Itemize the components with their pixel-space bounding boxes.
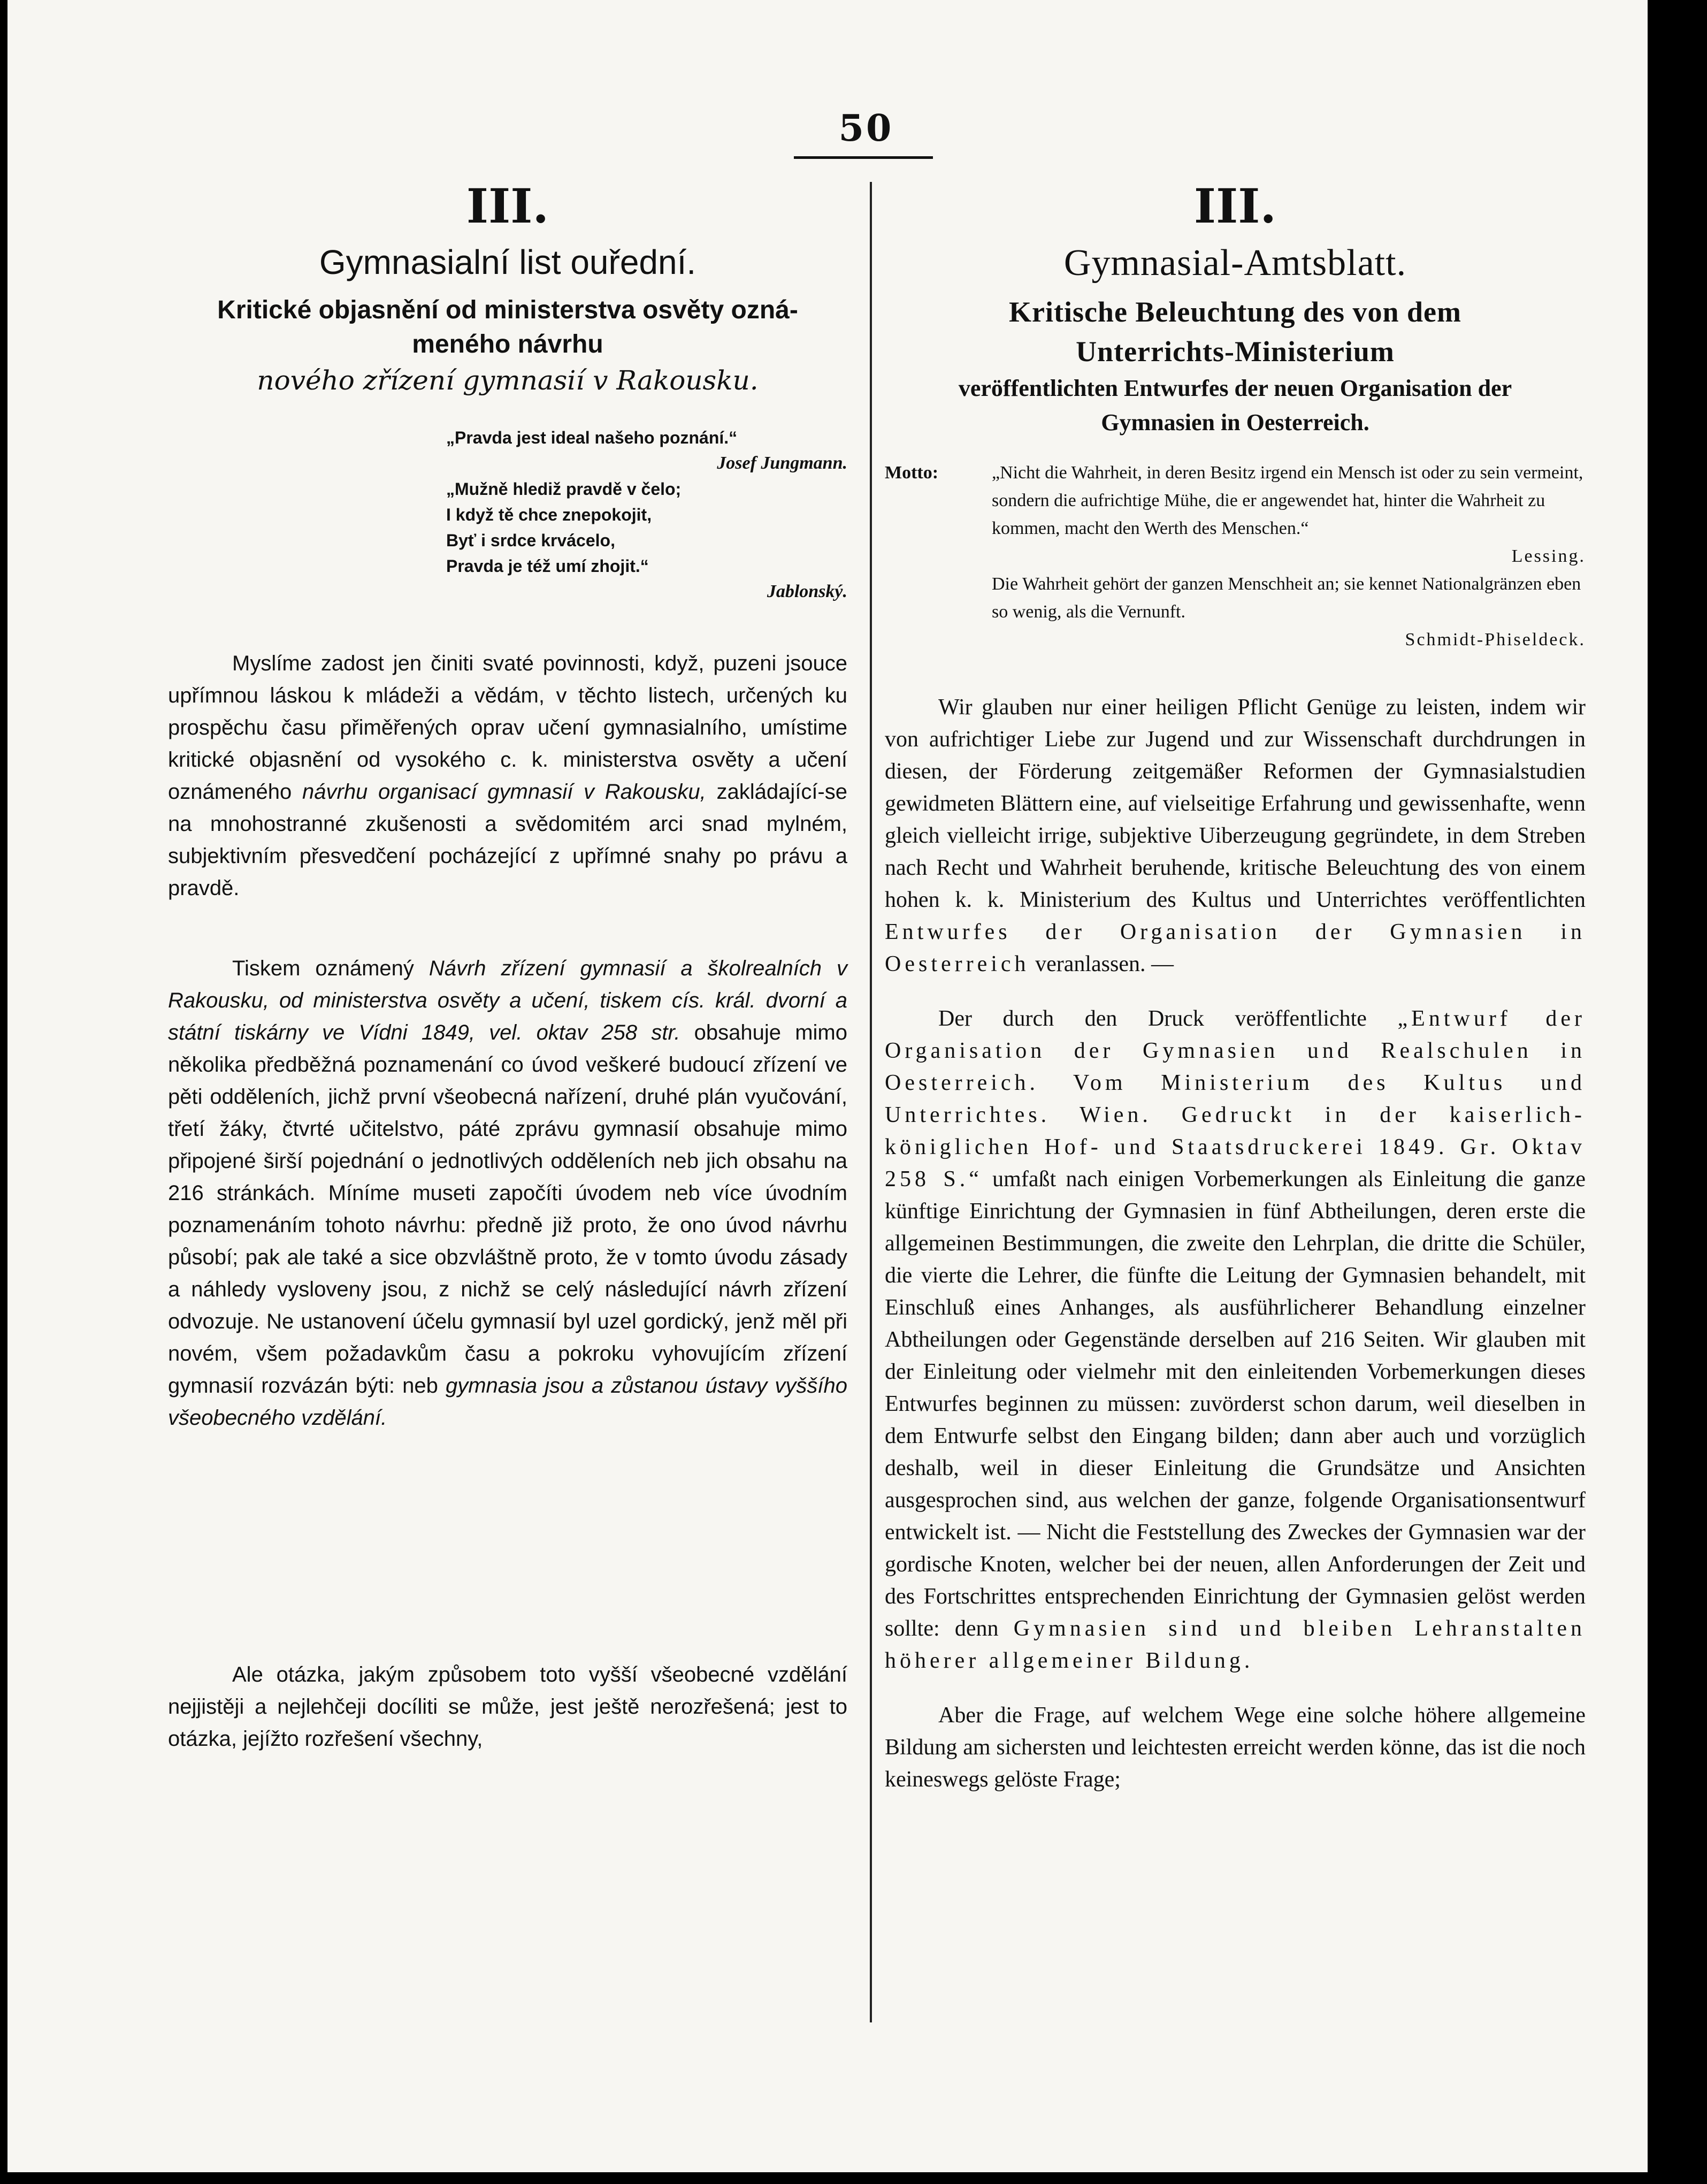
paragraph-cz-2: Tiskem oznámený Návrh zřízení gymnasií a školrealních v Rakousku, od ministerstva osvěty a učení, tiskem cís. král. dvorní a státní tiskárny ve Vídni 1849, vel. oktav 258 str. obsahuje mimo několika předběžná poznamenání co úvod veškeré budoucí zřízení ve pěti odděleních, jichž první všeobecná nařízení, druhé plán vyučování, třetí žáky, čtvrté učitelstvo, páté zprávu gymnasií obsahuje mimo připojené širší pojednání o jednotlivých odděleních neb jich obsahu na 216 stránkách. Míníme museti započíti úvodem neb více úvodním poznamenáním tohoto návrhu: předně již proto, že ono úvod návrhu působí; pak ale také a sice obzvláštně proto, že v tomto úvodu zásady a náhledy vysloveny jsou, z nichž se celý následující návrh zřízení odvozuje. Ne ustanovení účelu gymnasií byl uzel gordický, jenž měl při novém, všem požadavkům času a pokroku vyhovujícím zřízení gymnasií rozvázán býti: neb gymnasia jsou a zůstanou ústavy vyššího všeobecného vzdělání. xyxy=(168,957,847,1430)
paragraph-de-3: Aber die Frage, auf welchem Wege eine solche höhere allgemeine Bildung am sichersten und leichtesten erreicht werden könne, das ist die noch keineswegs gelöste Frage; xyxy=(885,1703,1586,1792)
title-de: Gymnasial-Amtsblatt. xyxy=(1063,242,1407,284)
subtitle-de-line3: veröffentlichten Entwurfes der neuen Organisation der xyxy=(958,375,1512,401)
motto-block-cz xyxy=(168,425,847,605)
german-column xyxy=(885,177,1586,1818)
paragraph-cz-3: Ale otázka, jakým způsobem toto vyšší všeobecné vzdělání nejjistěji a nejlehčeji docíliti se může, jest ještě nerozřešená; jest to otázka, jejížto rozřešení všechny, xyxy=(168,1663,847,1751)
subtitle-de-line1: Kritische Beleuchtung des von dem xyxy=(1008,296,1461,328)
paragraph-de-1: Wir glauben nur einer heiligen Pflicht Genüge zu leisten, indem wir von aufrichtiger Liebe zur Jugend und zur Wissenschaft durchdrungen in diesen, der Förderung zeitgemäßer Reformen der Gymnasialstudien gewidmeten Blättern eine, auf vielseitige Erfahrung und gewissenhafte, wenn gleich vielleicht irrige, subjektive Uiberzeugung gegründete, in dem Streben nach Recht und Wahrheit beruhende, kritische Beleuchtung des von einem hohen k. k. Ministerium des Kultus und Unterrichtes veröffentlichten Entwurfes der Organisation der Gymnasien in Oesterreich veranlassen. — xyxy=(885,695,1586,976)
motto-cz-2-line3: Byť i srdce krvácelo, xyxy=(446,531,615,550)
section-number-cz: III. xyxy=(466,178,549,234)
motto-cz-2-line4: Pravda je též umí zhojit.“ xyxy=(446,556,649,576)
section-number-de: III. xyxy=(1193,178,1277,234)
motto-cz-1: „Pravda jest ideal našeho poznání.“ xyxy=(446,428,738,447)
scan-border-right xyxy=(1648,0,1707,2184)
paragraph-cz-1: Myslíme zadost jen činiti svaté povinnosti, když, puzeni jsouce upřímnou láskou k mládeži a vědám, v těchto listech, určených ku prospěchu času přiměřených oprav učení gymnasialního, umístime kritické objasnění od vysokého c. k. ministerstva osvěty a učení oznámeného návrhu organisací gymnasií v Rakousku, zakládající-se na mnohostranné zkušenosti a svědomitém arci snad mylném, subjektivním přesvedčení pocházející z upřímné snahy po právu a pravdě. xyxy=(168,652,847,900)
title-cz: Gymnasialní list ouřední. xyxy=(319,243,696,281)
motto-de-1: „Nicht die Wahrheit, in deren Besitz irgend ein Mensch ist oder zu sein vermeint, sondern die aufrichtige Mühe, die er angewendet hat, hinter die Wahrheit zu kommen, macht den Werth des Menschen.“ xyxy=(992,463,1583,538)
subtitle-de-line4: Gymnasien in Oesterreich. xyxy=(1101,409,1369,436)
motto-block-de xyxy=(885,459,1586,654)
paragraph-de-2: Der durch den Druck veröffentlichte „Entwurf der Organisation der Gymnasien und Realschulen in Oesterreich. Vom Ministerium des Kultus und Unterrichtes. Wien. Gedruckt in der kaiserlich-königlichen Hof- und Staatsdruckerei 1849. Gr. Oktav 258 S.“ umfaßt nach einigen Vorbemerkungen als Einleitung die ganze künftige Einrichtung der Gymnasien in fünf Abtheilungen, deren erste die allgemeinen Bestimmungen, die zweite den Lehrplan, die dritte die Schüler, die vierte die Lehrer, die fünfte die Leitung der Gymnasien behandelt, mit Einschluß eines Anhanges, als ausführlicherer Behandlung einzelner Abtheilungen oder Gegenstände derselben auf 216 Seiten. Wir glauben mit der Einleitung oder vielmehr mit den einleitenden Vorbemerkungen dieses Entwurfes beginnen zu müssen: zuvörderst schon darum, weil dieselben in dem Entwurfe selbst den Eingang bilden; dann aber auch und vorzüglich deshalb, weil in dieser Einleitung die Grundsätze und Ansichten ausgesprochen sind, aus welchen der ganze, folgende Organisationsentwurf entwickelt ist. — Nicht die Feststellung des Zweckes der Gymnasien war der gordische Knoten, welcher bei der neuen, allen Anforderungen der Zeit und des Fortschrittes entsprechenden Einrichtung der Gymnasien gelöst werden sollte: denn Gymnasien sind und bleiben Lehranstalten höherer allgemeiner Bildung. xyxy=(885,1006,1586,1673)
subtitle-cz-line2: meného návrhu xyxy=(412,330,603,358)
czech-column xyxy=(168,177,847,1776)
book-page xyxy=(7,0,1652,2172)
motto-cz-1-author: Josef Jungmann. xyxy=(717,453,847,473)
column-divider xyxy=(870,182,872,2022)
motto-de-1-author: Lessing. xyxy=(1511,546,1586,566)
motto-cz-2-author: Jablonský. xyxy=(767,582,847,601)
motto-de-2: Die Wahrheit gehört der ganzen Menschheit an; sie kennet Nationalgränzen eben so wenig, als die Vernunft. xyxy=(992,574,1581,622)
motto-cz-2-line2: I když tě chce znepokojit, xyxy=(446,505,652,524)
page-number-rule xyxy=(794,156,933,159)
subtitle-de-line2: Unterrichts-Ministerium xyxy=(1076,335,1395,368)
motto-de-2-author: Schmidt-Phiseldeck. xyxy=(1405,630,1586,650)
page-number: 50 xyxy=(838,107,894,150)
subtitle-cz-line3: nového zřízení gymnasií v Rakousku. xyxy=(257,365,759,396)
motto-label: Motto: xyxy=(885,463,939,483)
subtitle-cz-line1: Kritické objasnění od ministerstva osvěty ozná- xyxy=(217,296,798,324)
motto-cz-2-line1: „Mužně hlediž pravdě v čelo; xyxy=(446,479,682,499)
